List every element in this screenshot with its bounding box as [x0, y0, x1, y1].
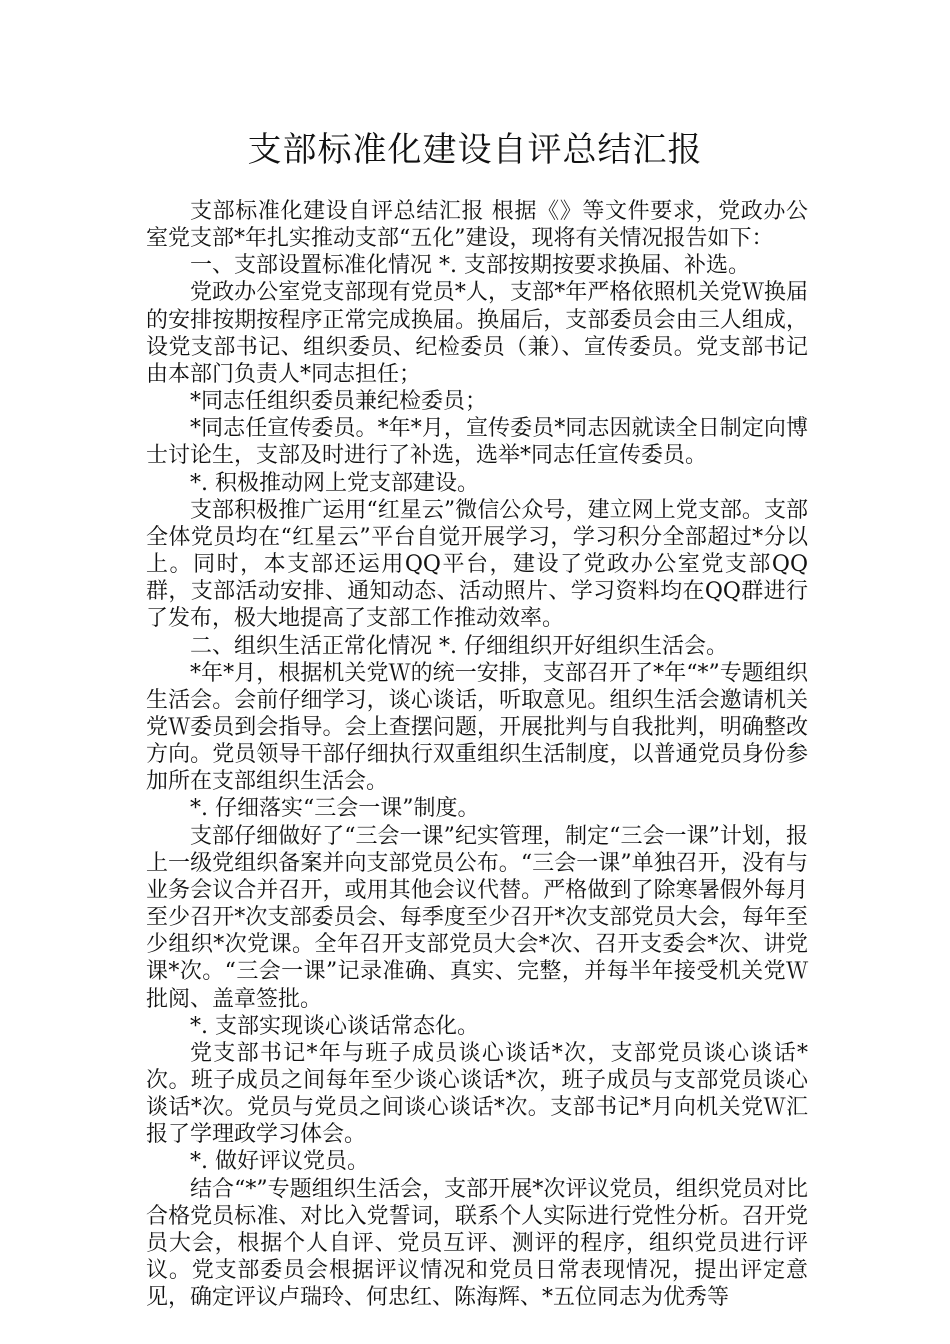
paragraph: 党政办公室党支部现有党员*人，支部*年严格依照机关党Ｗ换届的安排按期按程序正常完成换届。换届后，支部委员会由三人组成，设党支部书记、组织委员、纪检委员（兼）、宣传委员。党支部书记由本部门负责人*同志担任； — [146, 280, 808, 387]
section-heading: 二、组织生活正常化情况 *. 仔细组织开好组织生活会。 — [190, 633, 728, 659]
paragraph: 结合“*”专题组织生活会，支部开展*次评议党员，组织党员对比合格党员标准、对比入党誓词，联系个人实际进行党性分析。召开党员大会，根据个人自评、党员互评、测评的程序，组织党员进行评议。党支部委员会根据评议情况和党员日常表现情况，提出评定意见，确定评议卢瑞玲、何忠红、陈海辉、*五位同志为优秀等 — [146, 1176, 808, 1311]
document-title: 支部标准化建设自评总结汇报 — [247, 130, 703, 170]
subsection-heading: *. 做好评议党员。 — [190, 1149, 369, 1175]
paragraph: *同志任组织委员兼纪检委员； — [190, 389, 488, 415]
paragraph: 党支部书记*年与班子成员谈心谈话*次，支部党员谈心谈话*次。班子成员之间每年至少谈心谈话*次，班子成员与支部党员谈心谈话*次。党员与党员之间谈心谈话*次。支部书记*月向机关党Ｗ汇报了学理政学习体会。 — [146, 1040, 808, 1148]
paragraph: 支部仔细做好了“三会一课”纪实管理，制定“三会一课”计划，报上一级党组织备案并向支部党员公布。“三会一课”单独召开，没有与业务会议合并召开，或用其他会议代替。严格做到了除寒暑假外每月至少召开*次支部委员会、每季度至少召开*次支部党员大会，每年至少组织*次党课。全年召开支部党员大会*次、召开支委会*次、讲党课*次。“三会一课”记录准确、真实、完整，并每半年接受机关党Ｗ批阅、盖章签批。 — [146, 823, 808, 1012]
subsection-heading: *. 支部实现谈心谈话常态化。 — [190, 1013, 479, 1039]
subsection-heading: *. 仔细落实“三会一课”制度。 — [190, 796, 480, 822]
section-heading: 一、支部设置标准化情况 *. 支部按期按要求换届、补选。 — [190, 253, 750, 279]
paragraph: *年*月，根据机关党Ｗ的统一安排，支部召开了*年“*”专题组织生活会。会前仔细学习，谈心谈话，听取意见。组织生活会邀请机关党Ｗ委员到会指导。会上查摆问题，开展批判与自我批判，明确整改方向。党员领导干部仔细执行双重组织生活制度，以普通党员身份参加所在支部组织生活会。 — [146, 660, 808, 795]
paragraph: 支部标准化建设自评总结汇报 根据《》等文件要求，党政办公室党支部*年扎实推动支部“五化”建设，现将有关情况报告如下： — [146, 199, 808, 252]
subsection-heading: *. 积极推动网上党支部建设。 — [190, 470, 479, 496]
paragraph: *同志任宣传委员。*年*月，宣传委员*同志因就读全日制定向博士讨论生，支部及时进行了补选，选举*同志任宣传委员。 — [146, 416, 808, 469]
document-body — [146, 198, 808, 1311]
paragraph: 支部积极推广运用“红星云”微信公众号，建立网上党支部。支部全体党员均在“红星云”平台自觉开展学习，学习积分全部超过*分以上。同时，本支部还运用QQ平台，建设了党政办公室党支部QQ群，支部活动安排、通知动态、活动照片、学习资料均在QQ群进行了发布，极大地提高了支部工作推动效率。 — [146, 497, 808, 632]
